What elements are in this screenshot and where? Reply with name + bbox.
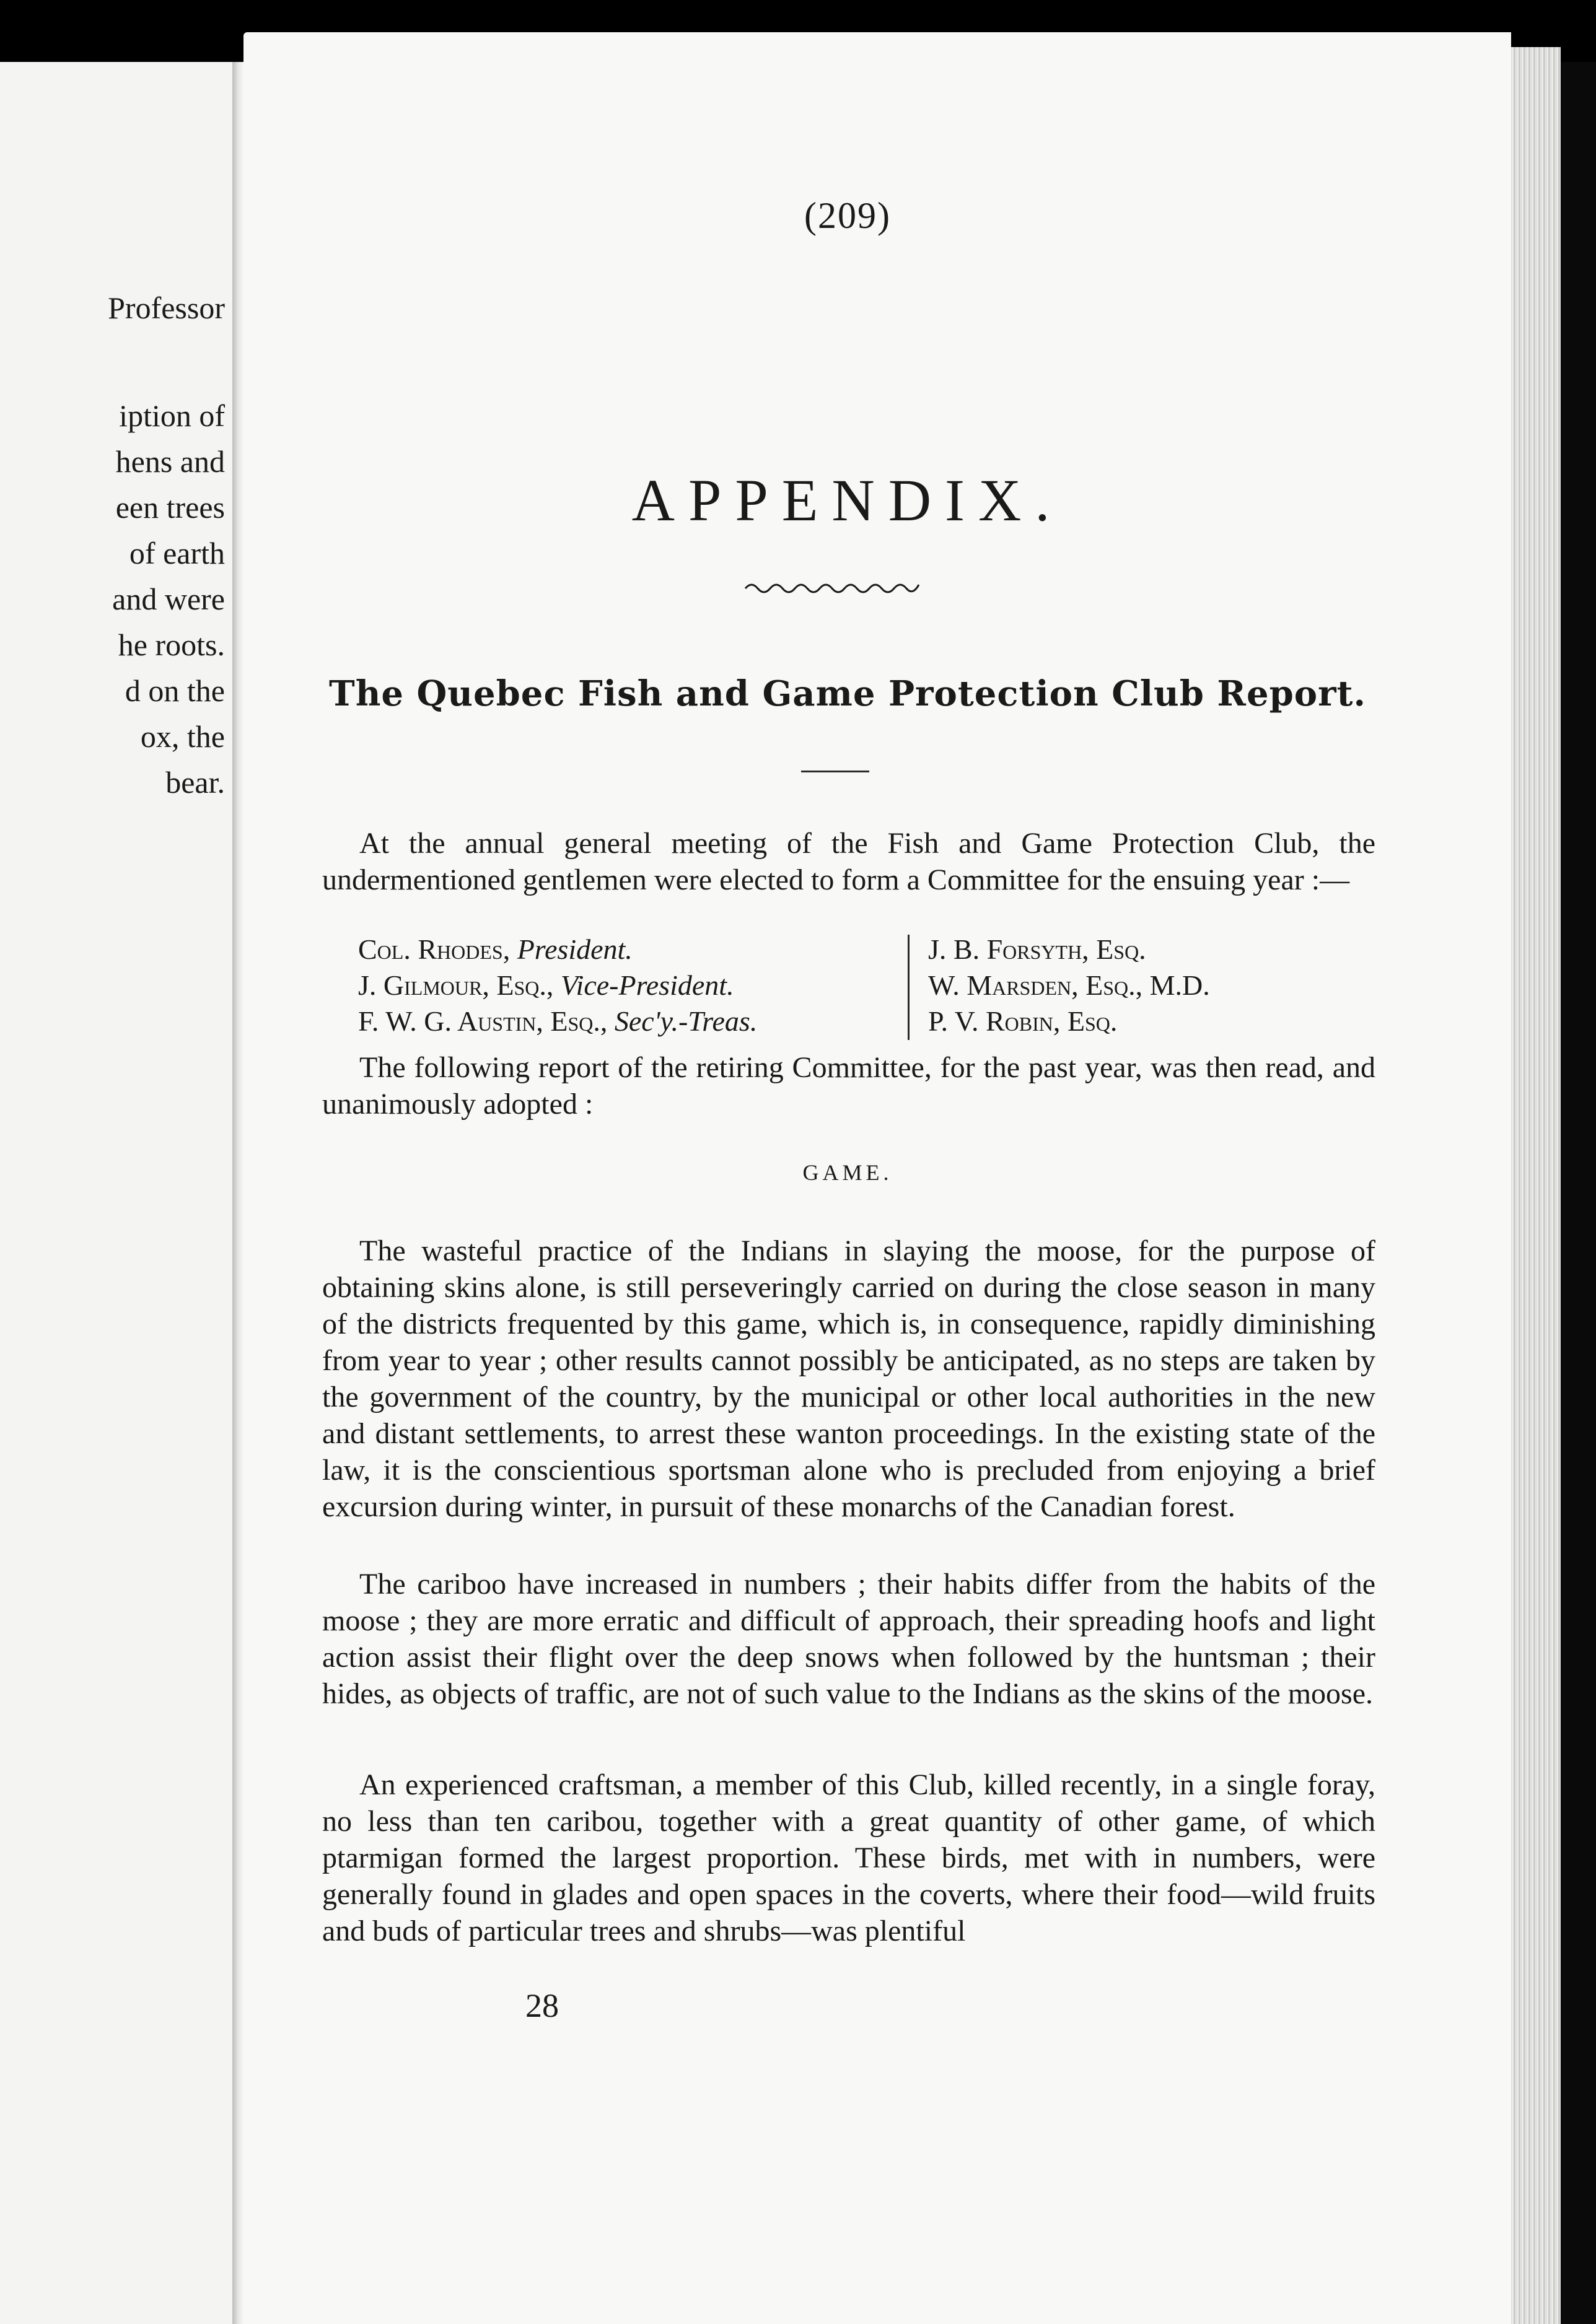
left-line: een trees [115,490,225,525]
member-title: Vice-President. [560,969,734,1001]
section-title: GAME. [802,1160,893,1185]
left-line: Professor [108,290,225,325]
left-line: d on the [125,673,225,708]
page-heading: APPENDIX. [631,467,1064,533]
committee-member [358,932,897,968]
member-name: W. Marsden, Esq., M.D. [928,969,1210,1001]
intro-paragraph: At the annual general meeting of the Fish and Game Protection Club, the undermentioned gentlemen were elected to form a Committee for the ensuing year :— [322,827,1375,896]
committee-list [358,932,1380,1043]
page-edges [1511,47,1561,2324]
member-name: F. W. G. Austin, Esq., [358,1005,608,1037]
member-name: P. V. Robin, Esq. [928,1005,1118,1037]
committee-officers [358,932,897,1039]
member-name: J. B. Forsyth, Esq. [928,933,1146,965]
report-intro-paragraph: The following report of the retiring Committee, for the past year, was then read, and unanimously adopted : [322,1051,1375,1120]
body-paragraph: An experienced craftsman, a member of this Club, killed recently, in a single foray, no less than ten caribou, together with a great quantity of other game, of which ptarmigan formed the largest proportion. These birds, met with in numbers, were generally found in glades and open spaces in the coverts, where their food—wild fruits and buds of particular trees and shrubs—was plentiful [322,1768,1375,1947]
column-divider [908,935,910,1040]
body-paragraph: The wasteful practice of the Indians in slaying the moose, for the purpose of obtaining skins alone, is still perseveringly carried on during the close season in many of the districts frequented by this game, which is, in consequence, rapidly diminishing from year to year ; other results cannot possibly be anticipated, as no steps are taken by the government of the country, by the municipal or other local authorities in the new and distant settlements, to arrest these wanton proceedings. In the existing state of the law, it is the conscientious sportsman alone who is precluded from enjoying a brief excursion during winter, in pursuit of these monarchs of the Canadian forest. [322,1234,1375,1523]
left-line: he roots. [118,627,225,662]
left-line: ox, the [140,719,225,754]
member-title: Sec'y.-Treas. [614,1005,758,1037]
member-name: J. Gilmour, Esq., [358,969,554,1001]
report-title: The Quebec Fish and Game Protection Club Report. [329,673,1366,714]
short-rule [801,771,869,772]
left-line: iption of [119,398,225,433]
left-page-fragment [0,62,233,2324]
left-line: bear. [165,765,225,800]
page-number: (209) [804,195,891,236]
committee-member [358,1003,897,1039]
member-title: President. [517,933,633,965]
background-edge [1561,62,1596,2324]
left-line: of earth [129,536,225,570]
body-paragraph: The cariboo have increased in numbers ; their habits differ from the habits of the moose ; they are more erratic and difficult of approach, their spreading hoofs and light action assist their flight over the deep snows when followed by the huntsman ; their hides, as objects of traffic, are not of such value to the Indians as the skins of the moose. [322,1568,1375,1710]
left-line: and were [112,582,225,616]
ornament-divider [744,577,924,596]
committee-member [358,968,897,1003]
committee-members [928,932,1374,1039]
member-name: Col. Rhodes, [358,933,511,965]
signature-mark: 28 [525,1987,559,2024]
right-page [243,32,1511,2324]
left-line: hens and [115,444,225,479]
book-spine [232,62,243,2324]
